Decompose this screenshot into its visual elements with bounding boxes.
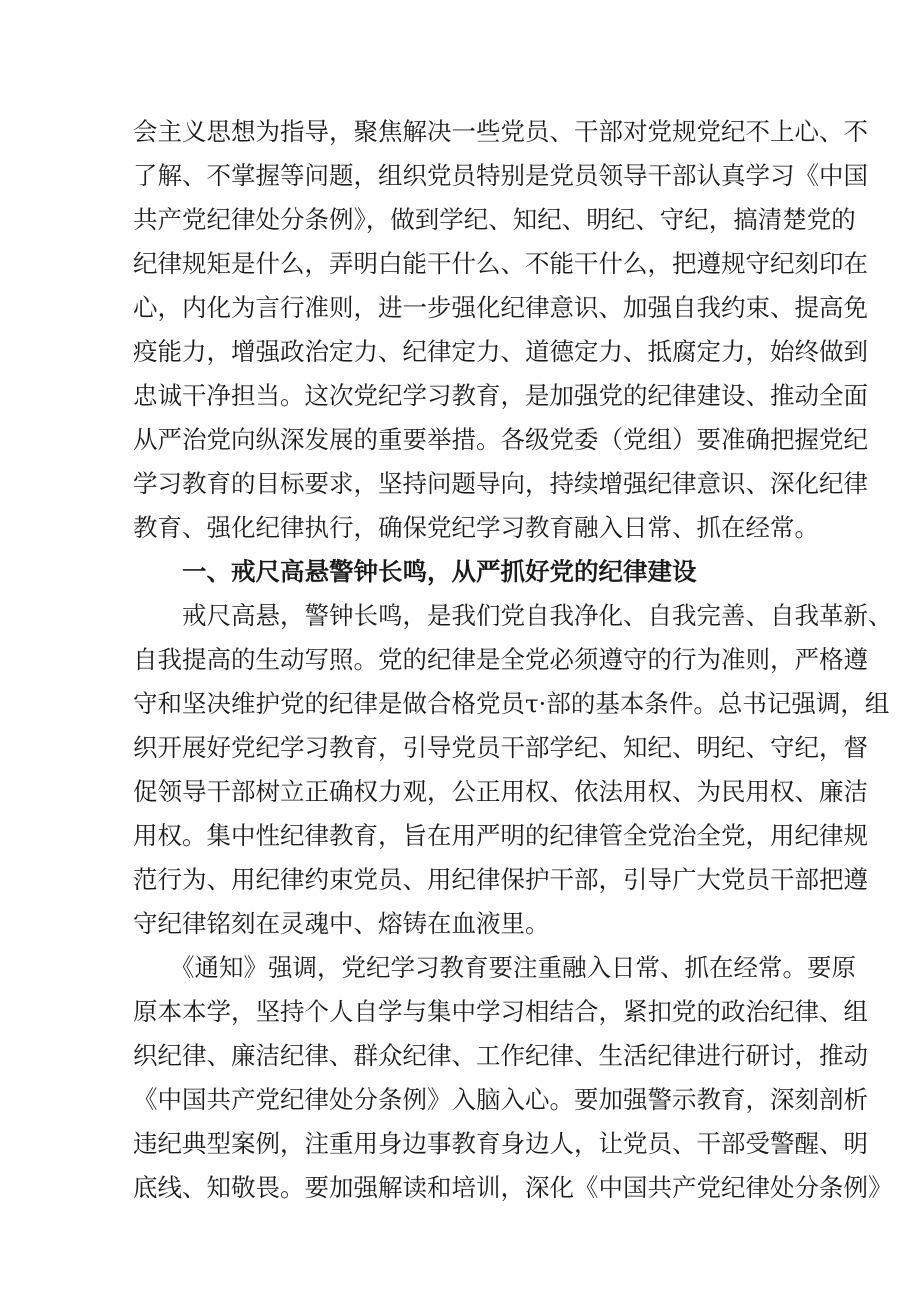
paragraph-line: 了解、不掌握等问题，组织党员特别是党员领导干部认真学习《中国 bbox=[133, 161, 868, 190]
paragraph-line: 守纪律铭刻在灵魂中、熔铸在血液里。 bbox=[133, 909, 550, 938]
paragraph-line: 学习教育的目标要求，坚持问题导向，持续增强纪律意识、深化纪律 bbox=[133, 469, 868, 498]
paragraph-line: 从严治党向纵深发展的重要举措。各级党委（党组）要准确把握党纪 bbox=[133, 425, 868, 454]
paragraph-line: 《通知》强调，党纪学习教育要注重融入日常、抓在经常。要原 bbox=[170, 953, 856, 982]
paragraph-line: 促领导干部树立正确权力观，公正用权、依法用权、为民用权、廉洁 bbox=[133, 777, 868, 806]
paragraph-line: 教育、强化纪律执行，确保党纪学习教育融入日常、抓在经常。 bbox=[133, 513, 819, 542]
paragraph-line: 自我提高的生动写照。党的纪律是全党必须遵守的行为准则，严格遵 bbox=[133, 645, 868, 674]
paragraph-line: 共产党纪律处分条例》，做到学纪、知纪、明纪、守纪，搞清楚党的 bbox=[133, 205, 856, 234]
paragraph-line: 纪律规矩是什么，弄明白能干什么、不能干什么，把遵规守纪刻印在 bbox=[133, 249, 868, 278]
paragraph-line: 范行为、用纪律约束党员、用纪律保护干部，引导广大党员干部把遵 bbox=[133, 865, 868, 894]
paragraph-line: 疫能力，增强政治定力、纪律定力、道德定力、抵腐定力，始终做到 bbox=[133, 337, 868, 366]
paragraph-line: 原本本学，坚持个人自学与集中学习相结合，紧扣党的政治纪律、组 bbox=[133, 997, 868, 1026]
section-heading: 一、戒尺高悬警钟长鸣，从严抓好党的纪律建设 bbox=[182, 557, 697, 586]
paragraph-line: 《中国共产党纪律处分条例》入脑入心。要加强警示教育，深刻剖析 bbox=[133, 1085, 868, 1114]
paragraph-line: 戒尺高悬，警钟长鸣，是我们党自我净化、自我完善、自我革新、 bbox=[182, 601, 893, 630]
paragraph-line: 会主义思想为指导，聚焦解决一些党员、干部对党规党纪不上心、不 bbox=[133, 117, 868, 146]
paragraph-line: 织纪律、廉洁纪律、群众纪律、工作纪律、生活纪律进行研讨，推动 bbox=[133, 1041, 868, 1070]
paragraph-line: 违纪典型案例，注重用身边事教育身边人，让党员、干部受警醒、明 bbox=[133, 1129, 868, 1158]
paragraph-line: 忠诚干净担当。这次党纪学习教育，是加强党的纪律建设、推动全面 bbox=[133, 381, 868, 410]
paragraph-line: 心，内化为言行准则，进一步强化纪律意识、加强自我约束、提高免 bbox=[133, 293, 868, 322]
paragraph-line: 用权。集中性纪律教育，旨在用严明的纪律管全党治全党，用纪律规 bbox=[133, 821, 868, 850]
paragraph-line: 守和坚决维护党的纪律是做合格党员τ·部的基本条件。总书记强调，组 bbox=[133, 689, 890, 718]
paragraph-line: 织开展好党纪学习教育，引导党员干部学纪、知纪、明纪、守纪，督 bbox=[133, 733, 868, 762]
paragraph-line: 底线、知敬畏。要加强解读和培训，深化《中国共产党纪律处分条例》 bbox=[133, 1173, 893, 1202]
